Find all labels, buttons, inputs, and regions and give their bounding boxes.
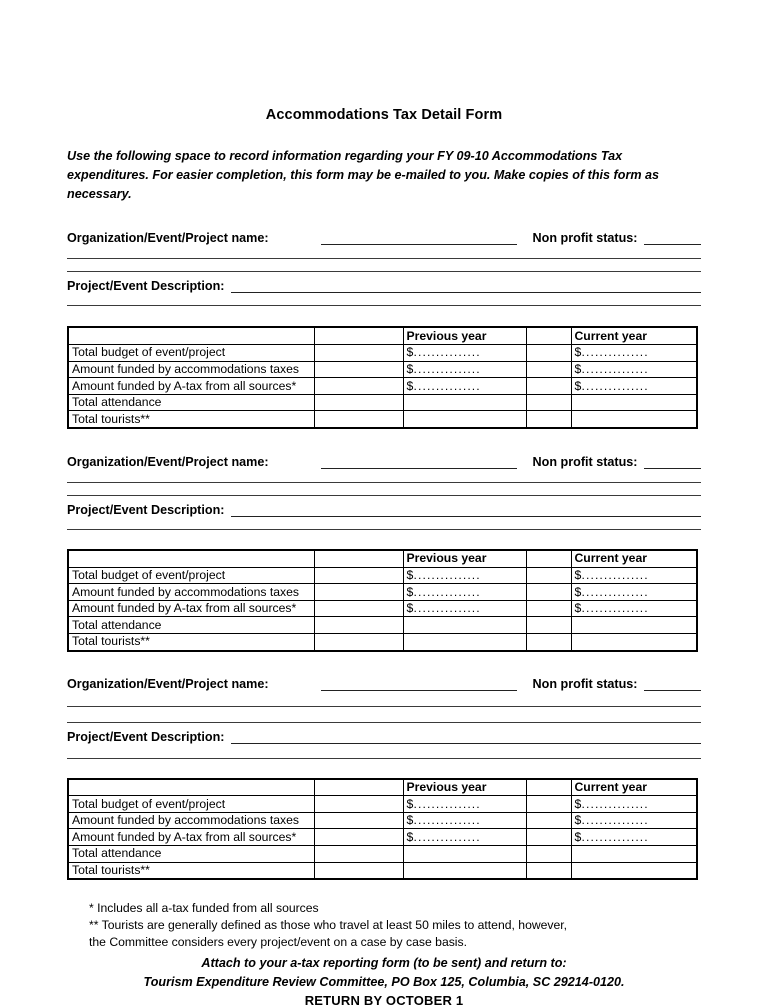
row-label: Total budget of event/project — [68, 796, 314, 813]
non-profit-status-label: Non profit status: — [532, 231, 638, 246]
dotted-leader: ............... — [413, 829, 481, 844]
table-header-row — [68, 327, 697, 344]
header-cell-spacer — [314, 327, 403, 344]
table-row — [68, 845, 697, 862]
header-cell-spacer — [526, 779, 571, 796]
row-spacer-cell[interactable] — [526, 829, 571, 846]
row-spacer-cell[interactable] — [314, 617, 403, 634]
previous-year-cell[interactable] — [403, 633, 526, 650]
currency-symbol: $ — [406, 362, 414, 376]
row-label: Amount funded by accommodations taxes — [68, 361, 314, 378]
currency-symbol: $ — [406, 796, 414, 811]
currency-symbol: $ — [574, 829, 582, 844]
header-cell-current-year: Current year — [571, 779, 697, 796]
dotted-leader: ............... — [581, 829, 649, 844]
row-label: Total attendance — [68, 845, 314, 862]
dotted-leader: ............... — [413, 796, 481, 811]
table-row — [68, 567, 697, 584]
row-label: Total attendance — [68, 617, 314, 634]
dotted-leader: ............... — [581, 362, 649, 376]
row-label: Total attendance — [68, 394, 314, 411]
row-spacer-cell[interactable] — [314, 600, 403, 617]
non-profit-status-input[interactable] — [644, 678, 702, 691]
budget-table-wrapper-3 — [67, 778, 701, 881]
row-spacer-cell[interactable] — [526, 845, 571, 862]
table-row — [68, 345, 697, 362]
row-spacer-cell[interactable] — [314, 796, 403, 813]
writing-rule[interactable] — [67, 529, 701, 530]
row-spacer-cell[interactable] — [526, 567, 571, 584]
currency-symbol: $ — [574, 813, 582, 828]
current-year-cell[interactable] — [571, 345, 697, 362]
previous-year-cell[interactable] — [403, 378, 526, 395]
table-header-row — [68, 779, 697, 796]
row-spacer-cell[interactable] — [526, 617, 571, 634]
non-profit-status-label: Non profit status: — [532, 676, 638, 691]
row-spacer-cell[interactable] — [526, 812, 571, 829]
row-spacer-cell[interactable] — [526, 394, 571, 411]
previous-year-cell[interactable] — [403, 584, 526, 601]
dotted-leader: ............... — [581, 601, 649, 616]
writing-rule[interactable] — [67, 758, 701, 759]
writing-rule[interactable] — [67, 482, 701, 483]
entry-block-2 — [67, 429, 701, 652]
org-name-label: Organization/Event/Project name: — [67, 454, 269, 469]
non-profit-status-label: Non profit status: — [532, 454, 638, 469]
row-label: Total tourists** — [68, 411, 314, 428]
dotted-leader: ............... — [413, 584, 481, 599]
table-row — [68, 584, 697, 601]
row-spacer-cell[interactable] — [314, 812, 403, 829]
entry-block-1 — [67, 204, 701, 429]
current-year-cell[interactable] — [571, 633, 697, 650]
current-year-cell[interactable] — [571, 378, 697, 395]
writing-rule[interactable] — [67, 706, 701, 707]
description-row — [67, 279, 701, 293]
dotted-leader: ............... — [581, 796, 649, 811]
header-cell-previous-year: Previous year — [403, 779, 526, 796]
current-year-cell[interactable] — [571, 829, 697, 846]
row-spacer-cell[interactable] — [314, 567, 403, 584]
description-label: Project/Event Description: — [67, 279, 225, 294]
budget-table-wrapper-1 — [67, 326, 701, 429]
row-label: Amount funded by A-tax from all sources* — [68, 829, 314, 846]
footnote-single-asterisk: * Includes all a-tax funded from all sources — [89, 901, 319, 916]
currency-symbol: $ — [406, 584, 414, 599]
description-input[interactable] — [231, 504, 701, 517]
table-row — [68, 633, 697, 650]
current-year-cell[interactable] — [571, 812, 697, 829]
row-label: Total tourists** — [68, 633, 314, 650]
dotted-leader: ............... — [413, 362, 481, 376]
header-cell-previous-year: Previous year — [403, 550, 526, 567]
dotted-leader: ............... — [581, 813, 649, 828]
header-cell-previous-year: Previous year — [403, 327, 526, 344]
footnote-double-asterisk: ** Tourists are generally defined as those who travel at least 50 miles to attend, however, — [89, 918, 568, 933]
row-spacer-cell[interactable] — [314, 361, 403, 378]
return-deadline: RETURN BY OCTOBER 1 — [304, 993, 464, 1008]
row-spacer-cell[interactable] — [526, 345, 571, 362]
row-label: Amount funded by accommodations taxes — [68, 812, 314, 829]
row-spacer-cell[interactable] — [314, 411, 403, 428]
current-year-cell[interactable] — [571, 796, 697, 813]
org-name-label: Organization/Event/Project name: — [67, 676, 269, 691]
row-spacer-cell[interactable] — [314, 394, 403, 411]
header-cell-blank — [68, 327, 314, 344]
dotted-leader: ............... — [413, 567, 481, 582]
writing-rule[interactable] — [67, 271, 701, 272]
table-row — [68, 411, 697, 428]
row-spacer-cell[interactable] — [314, 845, 403, 862]
table-row — [68, 829, 697, 846]
row-spacer-cell[interactable] — [526, 796, 571, 813]
header-cell-spacer — [526, 550, 571, 567]
previous-year-cell[interactable] — [403, 862, 526, 879]
row-spacer-cell[interactable] — [314, 829, 403, 846]
header-cell-spacer — [526, 327, 571, 344]
currency-symbol: $ — [574, 567, 582, 582]
header-cell-spacer — [314, 779, 403, 796]
current-year-cell[interactable] — [571, 600, 697, 617]
current-year-cell[interactable] — [571, 584, 697, 601]
dotted-leader: ............... — [581, 378, 649, 393]
org-name-row — [67, 455, 701, 469]
header-cell-current-year: Current year — [571, 327, 697, 344]
attach-instructions — [67, 954, 701, 991]
previous-year-cell[interactable] — [403, 617, 526, 634]
table-row — [68, 378, 697, 395]
currency-symbol: $ — [406, 567, 414, 582]
previous-year-cell[interactable] — [403, 600, 526, 617]
footnotes — [67, 900, 701, 951]
org-name-row — [67, 677, 701, 691]
currency-symbol: $ — [406, 601, 414, 616]
org-name-input[interactable] — [321, 232, 517, 245]
currency-symbol: $ — [406, 378, 414, 393]
row-spacer-cell[interactable] — [314, 378, 403, 395]
entry-block-3 — [67, 652, 701, 881]
table-row — [68, 862, 697, 879]
header-cell-blank — [68, 779, 314, 796]
writing-rule[interactable] — [67, 258, 701, 259]
table-row — [68, 600, 697, 617]
row-spacer-cell[interactable] — [526, 633, 571, 650]
current-year-cell[interactable] — [571, 617, 697, 634]
footnote-continuation: the Committee considers every project/event on a case by case basis. — [89, 935, 467, 950]
current-year-cell[interactable] — [571, 361, 697, 378]
previous-year-cell[interactable] — [403, 796, 526, 813]
currency-symbol: $ — [574, 601, 582, 616]
budget-table-wrapper-2 — [67, 549, 701, 652]
row-label: Total tourists** — [68, 862, 314, 879]
table-header-row — [68, 550, 697, 567]
org-name-label: Organization/Event/Project name: — [67, 231, 269, 246]
row-label: Amount funded by A-tax from all sources* — [68, 600, 314, 617]
row-spacer-cell[interactable] — [526, 862, 571, 879]
row-label: Total budget of event/project — [68, 567, 314, 584]
description-label: Project/Event Description: — [67, 502, 225, 517]
intro-paragraph: Use the following space to record information regarding your FY 09-10 Accommodations Tax expenditures. For easier completion, this form may be e-mailed to you. Make copies of this form as necessary. — [67, 149, 660, 202]
current-year-cell[interactable] — [571, 567, 697, 584]
currency-symbol: $ — [574, 378, 582, 393]
header-cell-current-year: Current year — [571, 550, 697, 567]
currency-symbol: $ — [574, 362, 582, 376]
table-row — [68, 617, 697, 634]
currency-symbol: $ — [574, 584, 582, 599]
current-year-cell[interactable] — [571, 845, 697, 862]
return-address: Tourism Expenditure Review Committee, PO Box 125, Columbia, SC 29214-0120. — [143, 974, 625, 989]
dotted-leader: ............... — [413, 345, 481, 360]
dotted-leader: ............... — [413, 601, 481, 616]
org-name-row — [67, 231, 701, 245]
row-spacer-cell[interactable] — [526, 378, 571, 395]
row-spacer-cell[interactable] — [526, 411, 571, 428]
description-input[interactable] — [231, 280, 701, 293]
budget-table — [67, 778, 698, 881]
dotted-leader: ............... — [581, 345, 649, 360]
header-cell-spacer — [314, 550, 403, 567]
row-label: Amount funded by A-tax from all sources* — [68, 378, 314, 395]
currency-symbol: $ — [406, 813, 414, 828]
previous-year-cell[interactable] — [403, 829, 526, 846]
current-year-cell[interactable] — [571, 411, 697, 428]
current-year-cell[interactable] — [571, 862, 697, 879]
non-profit-status-input[interactable] — [644, 456, 702, 469]
org-name-input[interactable] — [321, 678, 517, 691]
description-input[interactable] — [231, 731, 701, 744]
previous-year-cell[interactable] — [403, 845, 526, 862]
dotted-leader: ............... — [413, 813, 481, 828]
currency-symbol: $ — [574, 345, 582, 360]
previous-year-cell[interactable] — [403, 567, 526, 584]
writing-rule[interactable] — [67, 305, 701, 306]
row-spacer-cell[interactable] — [526, 600, 571, 617]
row-spacer-cell[interactable] — [526, 584, 571, 601]
row-spacer-cell[interactable] — [314, 633, 403, 650]
row-spacer-cell[interactable] — [314, 345, 403, 362]
table-row — [68, 812, 697, 829]
row-spacer-cell[interactable] — [314, 862, 403, 879]
writing-rule[interactable] — [67, 722, 701, 723]
attach-line-1: Attach to your a-tax reporting form (to be sent) and return to: — [201, 956, 567, 971]
dotted-leader: ............... — [413, 378, 481, 393]
row-label: Amount funded by accommodations taxes — [68, 584, 314, 601]
currency-symbol: $ — [574, 796, 582, 811]
previous-year-cell[interactable] — [403, 394, 526, 411]
writing-rule[interactable] — [67, 495, 701, 496]
row-spacer-cell[interactable] — [314, 584, 403, 601]
table-row — [68, 796, 697, 813]
table-row — [68, 394, 697, 411]
dotted-leader: ............... — [581, 584, 649, 599]
budget-table — [67, 326, 698, 429]
org-name-input[interactable] — [321, 456, 517, 469]
previous-year-cell[interactable] — [403, 812, 526, 829]
currency-symbol: $ — [406, 345, 414, 360]
table-row — [68, 361, 697, 378]
header-cell-blank — [68, 550, 314, 567]
description-row — [67, 503, 701, 517]
row-spacer-cell[interactable] — [526, 361, 571, 378]
current-year-cell[interactable] — [571, 394, 697, 411]
budget-table — [67, 549, 698, 652]
page-title: Accommodations Tax Detail Form — [265, 107, 503, 123]
dotted-leader: ............... — [581, 567, 649, 582]
row-label: Total budget of event/project — [68, 345, 314, 362]
description-label: Project/Event Description: — [67, 729, 225, 744]
previous-year-cell[interactable] — [403, 411, 526, 428]
previous-year-cell[interactable] — [403, 361, 526, 378]
currency-symbol: $ — [406, 829, 414, 844]
description-row — [67, 730, 701, 744]
previous-year-cell[interactable] — [403, 345, 526, 362]
non-profit-status-input[interactable] — [644, 232, 702, 245]
